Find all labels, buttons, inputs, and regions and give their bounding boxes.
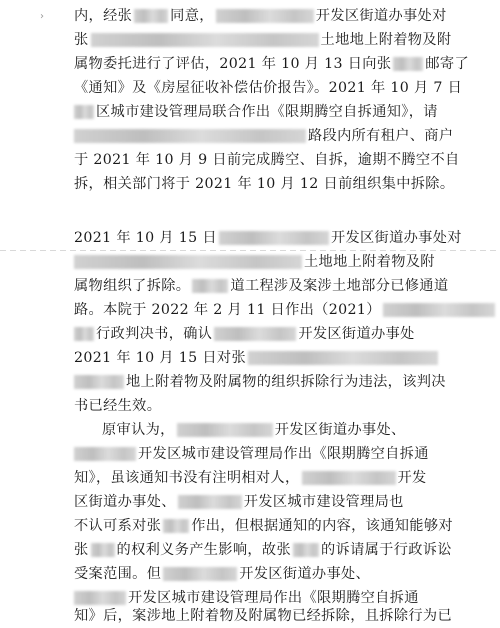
text-segment: 2021 年 10 月 15 日 xyxy=(74,230,217,246)
text-segment: 土地地上附着物及附 xyxy=(304,254,435,270)
text-segment: 开发区街道办事处 xyxy=(298,326,415,342)
text-line xyxy=(0,466,500,490)
text-segment: 区城市建设管理局联合作出《限期腾空自拆通知》，请 xyxy=(96,104,438,120)
text-line xyxy=(0,4,500,28)
text-line xyxy=(0,442,500,466)
text-segment: 路段内所有租户、商户 xyxy=(308,128,454,144)
redaction-block xyxy=(91,543,115,557)
text-segment: 的权利义务产生影响，故张 xyxy=(116,542,291,558)
text-segment: 于 2021 年 10 月 9 日前完成腾空、自拆，逾期不腾空不自 xyxy=(74,152,460,168)
redaction-block xyxy=(74,105,94,119)
text-segment: 原审认为， xyxy=(102,422,175,438)
text-segment: 行政判决书，确认 xyxy=(96,326,213,342)
text-line xyxy=(0,76,500,100)
text-segment: 邮寄了 xyxy=(425,56,469,72)
text-line xyxy=(0,100,500,124)
text-segment: 开发区街道办事处、 xyxy=(274,422,406,438)
text-segment: 书已经生效。 xyxy=(74,398,162,414)
redaction-block xyxy=(163,519,189,533)
text-segment: 路。本院于 2022 年 2 月 11 日作出（2021） xyxy=(74,302,381,318)
text-line xyxy=(0,172,500,196)
text-segment: 内，经张 xyxy=(74,8,133,24)
text-line xyxy=(0,514,500,538)
text-line xyxy=(0,124,500,148)
text-line xyxy=(0,490,500,514)
text-segment: 同意， xyxy=(170,8,214,24)
text-line xyxy=(0,322,500,346)
redaction-block xyxy=(192,279,228,293)
text-segment: 拆，相关部门将于 2021 年 10 月 12 日前组织集中拆除。 xyxy=(74,176,455,192)
text-line xyxy=(0,250,500,274)
text-segment: 道工程涉及案涉土地部分已修通道 xyxy=(230,278,449,294)
text-segment: 土地地上附着物及附 xyxy=(320,32,452,48)
text-line xyxy=(0,274,500,298)
redaction-block xyxy=(74,327,94,341)
text-line xyxy=(0,226,500,250)
redaction-block xyxy=(91,33,319,47)
text-segment: 知》，虽该通知书没有注明相对人， xyxy=(74,470,300,486)
text-line xyxy=(0,604,500,628)
text-segment: 属物组织了拆除。 xyxy=(74,278,191,294)
text-line xyxy=(0,538,500,562)
text-segment: 地上附着物及附属物的组织拆除行为违法，该判决 xyxy=(126,374,446,390)
redaction-block xyxy=(248,351,438,365)
redaction-block xyxy=(293,543,319,557)
redaction-block xyxy=(177,423,273,437)
text-segment: 开发区街道办事处对 xyxy=(330,230,462,246)
redaction-block xyxy=(216,9,314,23)
text-line xyxy=(0,418,500,442)
text-segment: 张 xyxy=(74,542,89,558)
text-segment: 开发 xyxy=(397,470,427,486)
redaction-block xyxy=(74,129,306,143)
text-segment: 开发区城市建设管理局作出《限期腾空自拆通 xyxy=(138,446,429,462)
text-segment: 张 xyxy=(74,32,89,48)
text-segment: 开发区城市建设管理局也 xyxy=(243,494,404,510)
redaction-block xyxy=(74,591,126,605)
text-segment: 不认可系对张 xyxy=(74,518,162,534)
text-segment: 知》后，案涉地上附着物及附属物已经拆除，且拆除行为已 xyxy=(74,608,452,624)
redaction-block xyxy=(219,231,329,245)
text-line xyxy=(0,298,500,322)
redaction-block xyxy=(74,447,136,461)
text-segment: 2021 年 10 月 15 日对张 xyxy=(74,350,246,366)
redaction-block xyxy=(178,495,242,509)
redaction-block xyxy=(214,327,296,341)
redaction-block xyxy=(74,255,302,269)
text-line xyxy=(0,562,500,586)
text-line xyxy=(0,52,500,76)
text-segment: 的诉请属于行政诉讼 xyxy=(321,542,452,558)
redaction-block xyxy=(134,9,168,23)
text-segment: 开发区城市建设管理局作出《限期腾空自拆通 xyxy=(128,590,419,606)
text-segment: 受案范围。但 xyxy=(74,566,162,582)
text-segment: 作出，但根据通知的内容，该通知能够对 xyxy=(191,518,453,534)
redaction-block xyxy=(383,303,495,317)
text-segment: 属物委托进行了评估，2021 年 10 月 13 日向张 xyxy=(74,56,392,72)
scan-mark-icon: › xyxy=(40,11,44,22)
text-line xyxy=(0,346,500,370)
text-segment: 区街道办事处、 xyxy=(74,494,176,510)
redaction-block xyxy=(393,57,423,71)
redaction-block xyxy=(163,567,237,581)
text-segment: 开发区街道办事处、 xyxy=(239,566,371,582)
text-line xyxy=(0,28,500,52)
text-line xyxy=(0,394,500,418)
text-line xyxy=(0,370,500,394)
redaction-block xyxy=(74,375,124,389)
text-segment: 《通知》及《房屋征收补偿估价报告》。2021 年 10 月 7 日 xyxy=(74,80,463,96)
text-line xyxy=(0,148,500,172)
text-segment: 开发区街道办事处对 xyxy=(315,8,447,24)
redaction-block xyxy=(302,471,396,485)
